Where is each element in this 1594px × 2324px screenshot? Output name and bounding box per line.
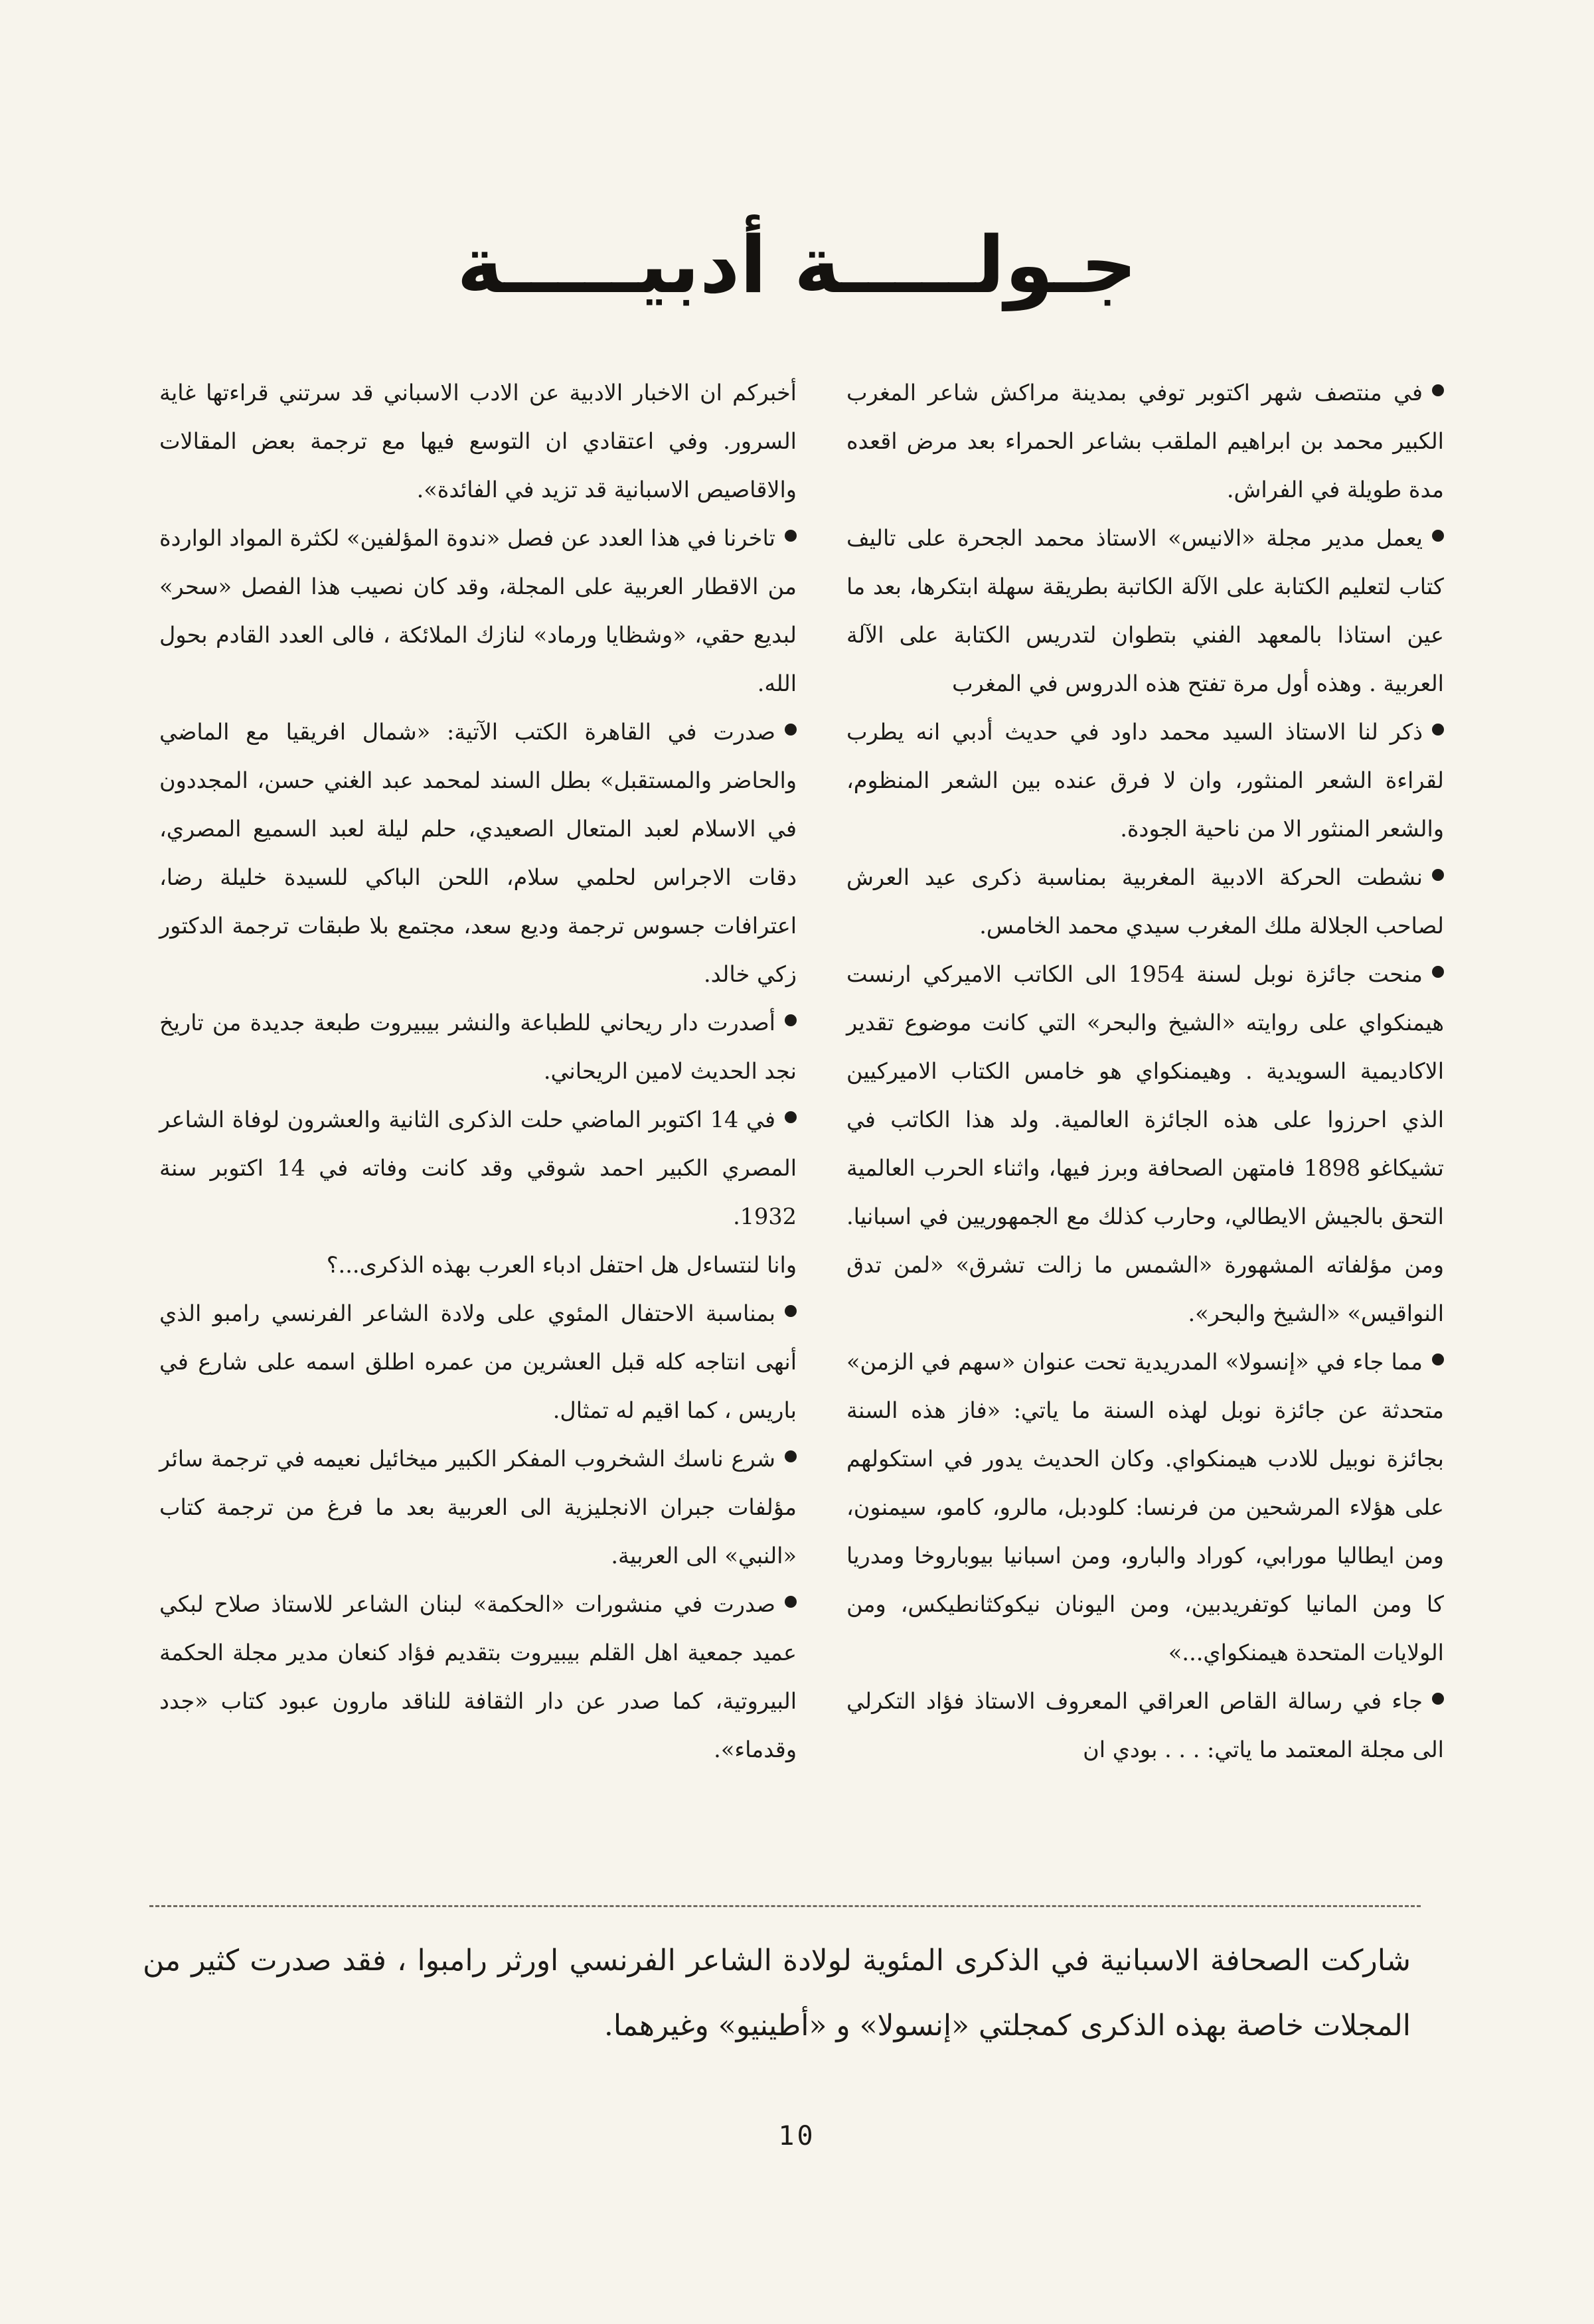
bullet-icon (785, 1596, 797, 1608)
bullet-icon (1432, 1693, 1444, 1705)
news-item-continued (159, 368, 797, 514)
news-item (846, 1338, 1444, 1677)
bullet-icon (785, 530, 797, 542)
news-item-text: صدرت في القاهرة الكتب الآتية: «شمال افريقيا مع الماضي والحاضر والمستقبل» بطل السند لمحمد عبد الغني حسن، المجددون في الاسلام لعبد المتعال الصعيدي، حلم ليلة لعبد السميع المصري، دقات الاجراس لحلمي سلام، اللحن الباكي للسيدة خليلة رضا، اعترافات جسوس ترجمة وديع سعد، مجتمع بلا طبقات ترجمة الدكتور زكي خالد. (159, 719, 797, 987)
bullet-icon (785, 1111, 797, 1123)
bullet-icon (785, 724, 797, 736)
news-item (159, 514, 797, 708)
news-item-text: في منتصف شهر اكتوبر توفي بمدينة مراكش شاعر المغرب الكبير محمد بن ابراهيم الملقب بشاعر الحمراء بعد مرض اقعده مدة طويلة في الفراش. (846, 380, 1444, 503)
news-item-text: أصدرت دار ريحاني للطباعة والنشر بيبيروت طبعة جديدة من تاريخ نجد الحديث لامين الريحاني. (159, 1010, 797, 1084)
bullet-icon (1432, 530, 1444, 542)
footnote-divider (149, 1905, 1421, 1907)
news-item-text: ذكر لنا الاستاذ السيد محمد داود في حديث أدبي انه يطرب لقراءة الشعر المنثور، وان لا فرق عنده بين الشعر المنظوم، والشعر المنثور الا من ناحية الجودة. (846, 719, 1444, 842)
news-item-text: نشطت الحركة الادبية المغربية بمناسبة ذكرى عيد العرش لصاحب الجلالة ملك المغرب سيدي محمد الخامس. (846, 864, 1444, 939)
news-item (846, 368, 1444, 514)
news-item-text: وانا لنتساءل هل احتفل ادباء العرب بهذه الذكرى...؟ (326, 1252, 797, 1278)
page-title: جـولـــــة أدبيـــــة (457, 219, 1137, 311)
news-item-text: تاخرنا في هذا العدد عن فصل «ندوة المؤلفين» لكثرة المواد الواردة من الاقطار العربية على المجلة، وقد كان نصيب هذا الفصل «سحر» لبديع حقي، «وشظايا ورماد» لنازك الملائكة ، فالى العدد القادم بحول الله. (159, 525, 797, 696)
bullet-icon (1432, 1354, 1444, 1365)
news-item-text: أخبركم ان الاخبار الادبية عن الادب الاسباني قد سرتني قراءتها غاية السرور. وفي اعتقادي ان التوسع فيها مع ترجمة بعض المقالات والاقاصيص الاسبانية قد تزيد في الفائدة». (159, 380, 797, 503)
bullet-icon (1432, 384, 1444, 396)
news-item (846, 950, 1444, 1338)
bullet-icon (785, 1450, 797, 1462)
news-item-text: بمناسبة الاحتفال المئوي على ولادة الشاعر الفرنسي رامبو الذي أنهى انتاجه كله قبل العشرين من عمره اطلق اسمه على شارع في باريس ، كما اقيم له تمثال. (159, 1300, 797, 1423)
news-item (846, 853, 1444, 950)
left-column (159, 368, 797, 1774)
news-item-remark (159, 1241, 797, 1289)
page-number: 10 (778, 2121, 816, 2151)
bullet-icon (1432, 869, 1444, 881)
news-item (159, 1434, 797, 1580)
title-area (0, 219, 1594, 311)
news-item-text: صدرت في منشورات «الحكمة» لبنان الشاعر للاستاذ صلاح لبكي عميد جمعية اهل القلم بيبيروت بتقديم فؤاد كنعان مدير مجلة الحكمة البيروتية، كما صدر عن دار الثقافة للناقد مارون عبود كتاب «جدد وقدماء». (159, 1591, 797, 1762)
news-item (846, 514, 1444, 708)
news-item (159, 1095, 797, 1241)
right-column (846, 368, 1444, 1774)
news-item-text: في 14 اكتوبر الماضي حلت الذكرى الثانية والعشرون لوفاة الشاعر المصري الكبير احمد شوقي وقد كانت وفاته في 14 اكتوبر سنة 1932. (159, 1107, 797, 1229)
footnote: شاركت الصحافة الاسبانية في الذكرى المئوية لولادة الشاعر الفرنسي اورثر رامبوا ، فقد صدرت كثير من المجلات خاصة بهذه الذكرى كمجلتي «إنسولا» و «أطينيو» وغيرهما. (143, 1944, 1411, 2043)
bullet-icon (1432, 724, 1444, 736)
news-item (846, 708, 1444, 853)
bullet-icon (1432, 966, 1444, 978)
news-item (846, 1677, 1444, 1774)
news-item (159, 1580, 797, 1774)
bullet-icon (785, 1305, 797, 1317)
news-item (159, 1289, 797, 1434)
news-item-text: منحت جائزة نوبل لسنة 1954 الى الكاتب الاميركي ارنست هيمنكواي على روايته «الشيخ والبحر» التي كانت موضوع تقدير الاكاديمية السويدية . وهيمنكواي هو خامس الكتاب الاميركيين الذي احرزوا على هذه الجائزة العالمية. ولد هذا الكاتب في تشيكاغو 1898 فامتهن الصحافة وبرز فيها، واثناء الحرب العالمية التحق بالجيش الايطالي، وحارب كذلك مع الجمهوريين في اسبانيا. ومن مؤلفاته المشهورة «الشمس ما زالت تشرق» «لمن تدق النواقيس» «الشيخ والبحر». (846, 961, 1445, 1326)
bullet-icon (785, 1014, 797, 1026)
news-item-text: مما جاء في «إنسولا» المدريدية تحت عنوان «سهم في الزمن» متحدثة عن جائزة نوبل لهذه السنة ما ياتي: «فاز هذه السنة بجائزة نوبيل للادب هيمنكواي. وكان الحديث يدور في استكولهم على هؤلاء المرشحين من فرنسا: كلودبل، مالرو، كامو، سيمنون، ومن ايطاليا مورابي، كوراد والبارو، ومن اسبانيا بيوباروخا ومدريا كا ومن المانيا كوتفريدبين، ومن اليونان نيكوكثانطيكس، ومن الولايات المتحدة هيمنكواي...» (846, 1349, 1444, 1666)
news-item (159, 708, 797, 998)
news-item-text: يعمل مدير مجلة «الانيس» الاستاذ محمد الجحرة على تاليف كتاب لتعليم الكتابة على الآلة الكاتبة بطريقة سهلة ابتكرها، بعد ما عين استاذا بالمعهد الفني بتطوان لتدريس الكتابة على الآلة العربية . وهذه أول مرة تفتح هذه الدروس في المغرب (846, 525, 1444, 696)
news-item-text: شرع ناسك الشخروب المفكر الكبير ميخائيل نعيمه في ترجمة سائر مؤلفات جبران الانجليزية الى العربية بعد ما فرغ من ترجمة كتاب «النبي» الى العربية. (159, 1446, 797, 1569)
news-item-text: جاء في رسالة القاص العراقي المعروف الاستاذ فؤاد التكرلي الى مجلة المعتمد ما ياتي: . . . بودي ان (846, 1688, 1444, 1762)
news-item (159, 998, 797, 1095)
